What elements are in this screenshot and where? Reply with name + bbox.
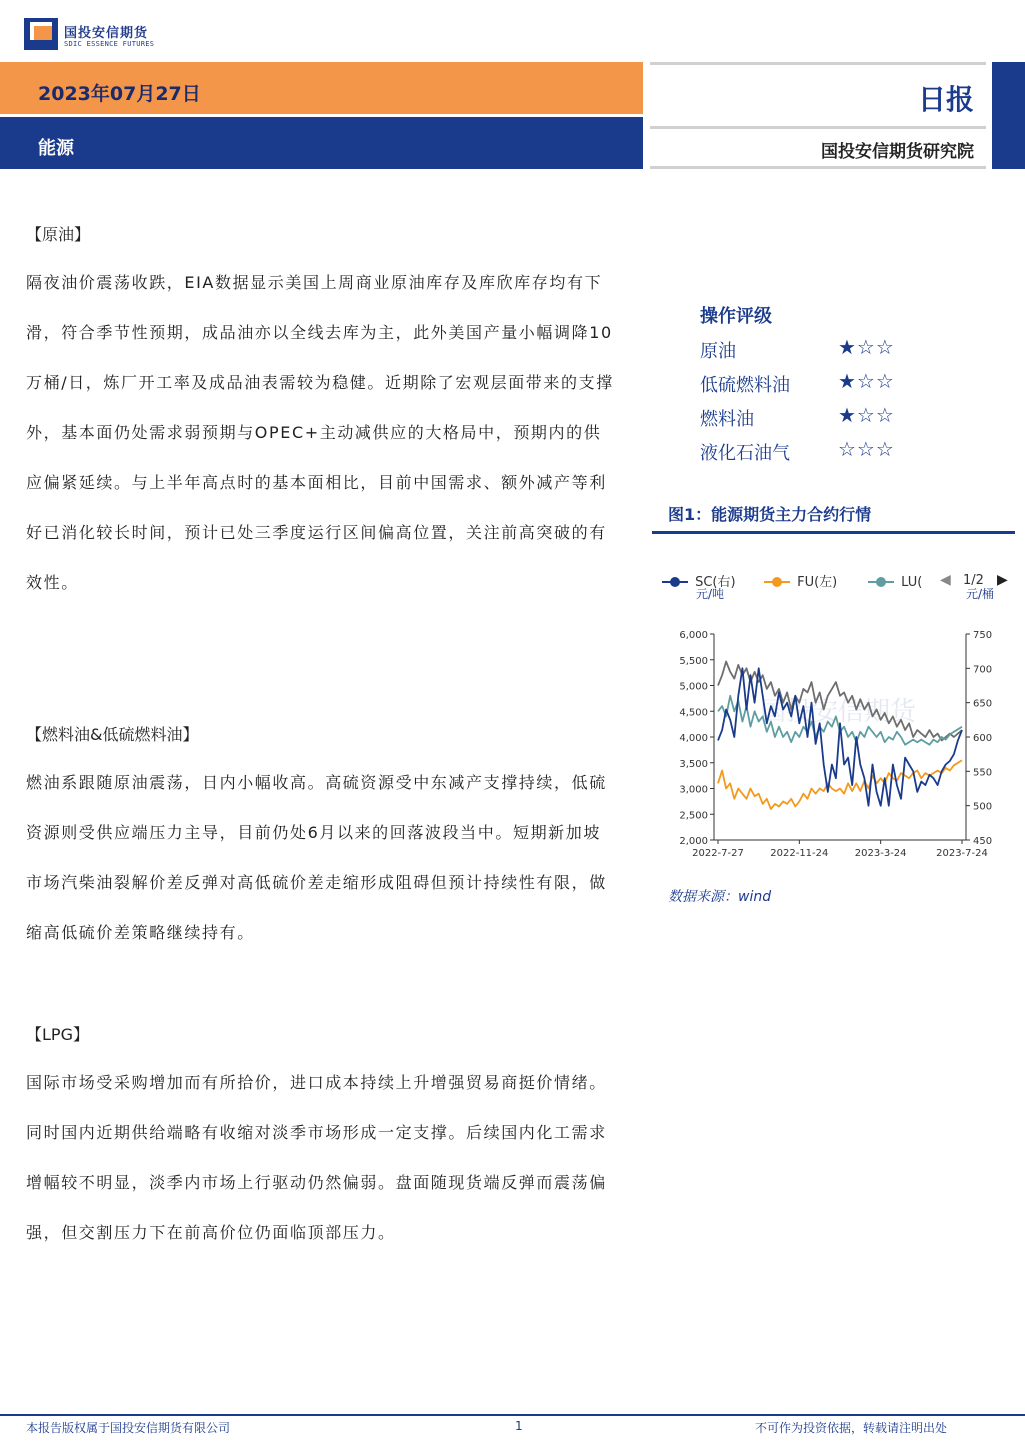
chart-watermark: 国投安信期货 (759, 697, 917, 727)
logo-cn-text: 国投安信期货 (64, 26, 149, 41)
right-axis-unit: 元/桶 (966, 587, 995, 601)
figure-title: 图1：能源期货主力合约行情 (668, 505, 872, 524)
header-right-bar (992, 62, 1025, 169)
footer-divider (0, 1414, 1025, 1416)
rating-name-lsfo: 低硫燃料油 (700, 375, 790, 396)
legend-lu-marker (866, 574, 896, 590)
right-tick-label: 700 (973, 664, 993, 676)
data-source: 数据来源：wind (668, 889, 772, 905)
logo-en-text: SDIC ESSENCE FUTURES (64, 40, 155, 48)
legend-page-indicator: 1/2 (963, 573, 984, 588)
header-divider-middle (650, 126, 986, 129)
rating-name-fuel: 燃料油 (700, 409, 754, 430)
figure-title-underline (652, 531, 1015, 534)
report-sector: 能源 (38, 138, 74, 159)
legend-sc-label: SC(右) (695, 575, 736, 590)
report-type: 日报 (917, 83, 974, 116)
section-title-lpg: 【LPG】 (26, 1025, 89, 1044)
energy-futures-chart (660, 620, 1020, 870)
section-title-crude: 【原油】 (26, 225, 91, 244)
left-tick-label: 2,000 (679, 836, 708, 847)
legend-next-icon[interactable]: ▶ (997, 572, 1008, 588)
rating-stars-fuel: ★☆☆ (838, 403, 895, 427)
report-date: 2023年07月27日 (38, 83, 201, 105)
left-tick-label: 2,500 (679, 810, 708, 822)
rating-name-crude: 原油 (700, 341, 736, 362)
header-divider-top (650, 62, 986, 65)
section-title-fuel: 【燃料油&低硫燃料油】 (26, 725, 199, 744)
right-tick-label: 750 (973, 630, 993, 641)
legend-lu-label: LU( (901, 575, 923, 590)
rating-stars-lsfo: ★☆☆ (838, 369, 895, 393)
left-tick-label: 3,000 (679, 784, 708, 796)
x-tick-label: 2023-3-24 (854, 848, 907, 859)
x-tick-label: 2022-7-27 (692, 848, 744, 859)
left-axis-unit: 元/吨 (696, 587, 725, 601)
rating-stars-lpg: ☆☆☆ (838, 437, 895, 461)
company-logo (24, 18, 58, 50)
sector-band (0, 117, 643, 169)
left-tick-label: 5,000 (679, 681, 708, 693)
left-tick-label: 6,000 (679, 630, 708, 641)
footer-copyright: 本报告版权属于国投安信期货有限公司 (26, 1421, 231, 1435)
section-paragraph-lpg: 国际市场受采购增加而有所拾价，进口成本持续上升增强贸易商挺价情绪。同时国内近期供给端略有收缩对淡季市场形成一定支撑。后续国内化工需求增幅较不明显，淡季内市场上行驱动仍然偏弱。盘面随现货端反弹而震荡偏强，但交割压力下在前高价位仍面临顶部压力。 (26, 1073, 607, 1242)
right-tick-label: 550 (973, 767, 993, 779)
x-tick-label: 2023-7-24 (936, 848, 988, 859)
legend-lu[interactable] (866, 571, 922, 590)
right-tick-label: 600 (973, 733, 993, 744)
rating-title: 操作评级 (700, 306, 772, 327)
section-paragraph-crude: 隔夜油价震荡收跌，EIA数据显示美国上周商业原油库存及库欣库存均有下滑，符合季节性预期，成品油亦以全线去库为主，此外美国产量小幅调降10万桶/日，炼厂开工率及成品油表需较为稳健。近期除了宏观层面带来的支撑外，基本面仍处需求弱预期与OPEC+主动减供应的大格局中，预期内的供应偏紧延续。与上半年高点时的基本面相比，目前中国需求、额外减产等利好已消化较长时间，预计已处三季度运行区间偏高位置，关注前高突破的有效性。 (26, 273, 614, 592)
legend-prev-icon[interactable]: ◀ (940, 572, 951, 588)
header-divider-bottom (650, 166, 986, 169)
legend-sc-marker (660, 574, 690, 590)
rating-name-lpg: 液化石油气 (700, 443, 790, 464)
left-tick-label: 3,500 (679, 758, 708, 770)
footer-page-number: 1 (515, 1419, 523, 1433)
legend-fu-marker (762, 574, 792, 590)
rating-stars-crude: ★☆☆ (838, 335, 895, 359)
legend-fu[interactable] (762, 571, 837, 590)
right-tick-label: 450 (973, 836, 993, 847)
left-tick-label: 4,500 (679, 707, 708, 719)
x-tick-label: 2022-11-24 (770, 848, 829, 859)
footer-disclaimer: 不可作为投资依据，转载请注明出处 (755, 1421, 948, 1435)
left-tick-label: 4,000 (679, 733, 708, 744)
right-tick-label: 650 (973, 698, 993, 710)
left-tick-label: 5,500 (679, 655, 708, 667)
institute-name: 国投安信期货研究院 (821, 142, 974, 162)
section-paragraph-fuel: 燃油系跟随原油震荡，日内小幅收高。高硫资源受中东减产支撑持续，低硫资源则受供应端压力主导，目前仍处6月以来的回落波段当中。短期新加坡市场汽柴油裂解价差反弹对高低硫价差走缩形成阻碍但预计持续性有限，做缩高低硫价差策略继续持有。 (26, 773, 607, 942)
right-tick-label: 500 (973, 801, 993, 813)
legend-fu-label: FU(左) (797, 575, 838, 590)
